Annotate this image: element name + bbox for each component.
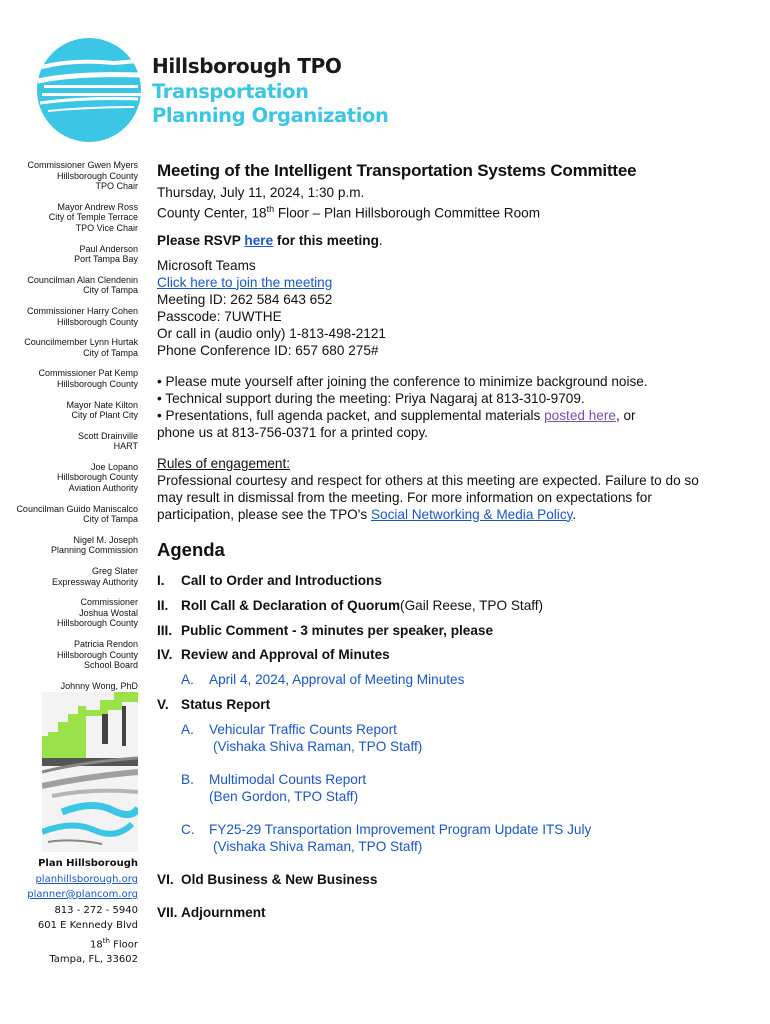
agenda-item <box>157 597 717 614</box>
board-member: Greg Slater Expressway Authority <box>51 566 138 587</box>
floor-suffix: th <box>102 936 110 945</box>
subitem-text[interactable]: FY25-29 Transportation Improvement Program Update ITS July <box>209 821 592 837</box>
board-member: Nigel M. Joseph Planning Commission <box>50 534 138 556</box>
agenda-item <box>157 572 717 589</box>
board-member: Councilmember Lynn Hurtak City of Tampa <box>24 337 138 358</box>
main-content <box>157 160 717 921</box>
rules-body: Professional courtesy and respect for others at this meeting are expected. Failure to do so may result in dismissal from the meeting. For more information on expectations for participation, please see the TPO's <box>157 472 699 522</box>
subitem-letter: B. <box>181 771 194 787</box>
agenda-number: V. <box>157 696 169 712</box>
agenda-number: II. <box>157 597 169 613</box>
agenda-item <box>157 696 717 713</box>
agenda-number: IV. <box>157 646 173 662</box>
org-subtitle-line1: Transportation <box>152 80 309 103</box>
social-media-policy-link[interactable]: Social Networking & Media Policy <box>370 506 573 522</box>
board-member: Scott Drainville HART <box>77 430 138 452</box>
meeting-location <box>157 201 717 222</box>
agenda-item <box>157 871 717 888</box>
subitem-text[interactable]: Vehicular Traffic Counts Report <box>209 721 397 737</box>
agenda-subitem-presenter <box>181 738 717 755</box>
note-tech-support: • Technical support during the meeting: Priya Nagaraj at 813-310-9709. <box>157 390 585 406</box>
agenda-subitem <box>181 721 717 738</box>
agenda-subitem <box>181 771 717 788</box>
board-member: Commissioner Gwen Myers Hillsborough County TPO Chair <box>27 160 138 192</box>
agenda-subitem-presenter <box>181 838 717 855</box>
floor-number: 18 <box>90 938 103 950</box>
board-member: Councilman Guido Maniscalco City of Tampa <box>16 503 138 525</box>
board-member: Patricia Rendon Hillsborough County School Board <box>56 639 138 671</box>
board-member: Commissioner Harry Cohen Hillsborough County <box>26 305 138 327</box>
agenda-item <box>157 904 717 921</box>
email-link[interactable]: planner@plancom.org <box>27 889 138 900</box>
rsvp-period: . <box>378 232 383 248</box>
note-materials <box>157 407 717 424</box>
subitem-letter: C. <box>181 821 195 837</box>
board-member: Commissioner Joshua Wostal Hillsborough County <box>56 597 138 629</box>
agenda-number: I. <box>157 572 165 588</box>
agenda-text: Roll Call & Declaration of Quorum <box>181 597 401 613</box>
contact-block <box>10 856 138 968</box>
board-member: Mayor Andrew Ross City of Temple Terrace TPO Vice Chair <box>48 201 138 233</box>
agenda-text: Public Comment - 3 minutes per speaker, please <box>181 622 494 638</box>
teams-heading: Microsoft Teams <box>157 257 256 273</box>
subitem-text[interactable]: Multimodal Counts Report <box>209 771 367 787</box>
contact-address: 601 E Kennedy Blvd <box>37 920 138 931</box>
board-member: Joe Lopano Hillsborough County Aviation Authority <box>56 461 138 494</box>
materials-pre: • Presentations, full agenda packet, and supplemental materials <box>157 407 545 423</box>
presenter-text: (Vishaka Shiva Raman, TPO Staff) <box>213 838 423 854</box>
floor-label: Floor <box>113 938 138 950</box>
contact-phone: 813 - 272 - 5940 <box>54 904 138 916</box>
call-in-number: Or call in (audio only) 1-813-498-2121 <box>157 325 386 341</box>
board-member: Johnny Wong, PhD <box>60 680 138 691</box>
note-printed-copy: phone us at 813-756-0371 for a printed copy. <box>157 424 429 440</box>
presenter-text: (Vishaka Shiva Raman, TPO Staff) <box>213 738 423 754</box>
agenda-text: Status Report <box>181 696 271 712</box>
agenda-heading: Agenda <box>157 538 225 560</box>
join-meeting-link[interactable]: Click here to join the meeting <box>157 274 333 290</box>
rsvp-line <box>157 232 717 249</box>
agenda-item <box>157 622 717 639</box>
board-members-list <box>10 160 138 712</box>
agenda-text: Review and Approval of Minutes <box>181 646 390 662</box>
contact-city: Tampa, FL, 33602 <box>49 954 138 966</box>
rsvp-link[interactable]: here <box>244 232 274 248</box>
hillsborough-tpo-logo <box>34 37 144 143</box>
note-mute: • Please mute yourself after joining the conference to minimize background noise. <box>157 373 648 389</box>
board-member: Commissioner Pat Kemp Hillsborough County <box>38 368 138 389</box>
website-link[interactable]: planhillsborough.org <box>35 873 138 885</box>
meeting-id: Meeting ID: 262 584 643 652 <box>157 291 333 307</box>
board-member: Mayor Nate Kilton City of Plant City <box>66 399 138 421</box>
rules-end: . <box>572 506 577 522</box>
agenda-text: Adjournment <box>181 904 266 920</box>
agenda-text: Old Business & New Business <box>181 871 378 887</box>
board-member: Councilman Alan Clendenin City of Tampa <box>27 274 138 296</box>
agenda-note: (Gail Reese, TPO Staff) <box>400 597 544 613</box>
subitem-letter: A. <box>181 721 194 737</box>
presenter-text: (Ben Gordon, TPO Staff) <box>209 788 359 804</box>
rules-text <box>157 472 717 523</box>
agenda-subitem <box>181 821 717 838</box>
subitem-letter: A. <box>181 671 194 687</box>
agenda-text: Call to Order and Introductions <box>181 572 382 588</box>
agenda-number: III. <box>157 622 173 638</box>
board-member: Paul Anderson Port Tampa Bay <box>74 243 138 265</box>
agenda-subitem <box>181 671 717 688</box>
agenda-item <box>157 646 717 663</box>
city-illustration <box>42 692 138 852</box>
location-post: Floor – Plan Hillsborough Committee Room <box>274 205 541 221</box>
posted-here-link[interactable]: posted here <box>544 407 616 423</box>
org-subtitle-line2: Planning Organization <box>152 104 389 127</box>
agenda-number: VI. <box>157 871 174 887</box>
contact-title: Plan Hillsborough <box>38 858 138 869</box>
contact-floor <box>10 934 138 953</box>
org-name: Hillsborough TPO <box>152 54 342 78</box>
meeting-title: Meeting of the Intelligent Transportation Systems Committee <box>157 161 637 180</box>
conference-id: Phone Conference ID: 657 680 275# <box>157 342 379 358</box>
location-pre: County Center, 18 <box>157 205 267 221</box>
agenda-number: VII. <box>157 904 178 920</box>
rules-heading: Rules of engagement: <box>157 455 291 471</box>
materials-post: , or <box>615 407 636 423</box>
minutes-link[interactable]: April 4, 2024, Approval of Meeting Minutes <box>209 671 465 687</box>
rsvp-post: for this meeting <box>273 232 379 248</box>
rsvp-pre: Please RSVP <box>157 232 245 248</box>
agenda-subitem-presenter <box>181 788 717 805</box>
meeting-date: Thursday, July 11, 2024, 1:30 p.m. <box>157 185 365 200</box>
passcode: Passcode: 7UWTHE <box>157 308 282 324</box>
location-sup: th <box>266 204 275 214</box>
